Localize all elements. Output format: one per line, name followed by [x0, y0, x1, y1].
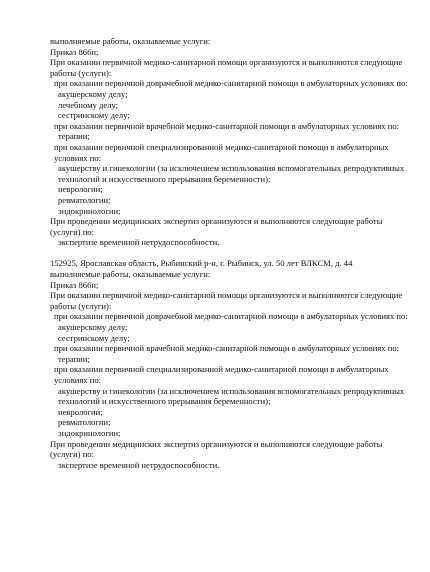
document-line: Приказ 866н;: [50, 279, 99, 290]
document-line: эндокринологии;: [58, 205, 121, 216]
document-line: При оказании первичной медико-санитарной помощи организуются и выполняются следующие работы (услуги):: [50, 57, 403, 78]
document-line: акушерскому делу;: [58, 88, 128, 99]
document-line: При проведении медицинских экспертиз организуются и выполняются следующие работы (услуги) по:: [50, 438, 383, 460]
document-line: ревматологии;: [58, 194, 111, 205]
document-line: выполняемые работы, оказываемые услуги:: [50, 36, 211, 46]
license-block-2: [50, 258, 410, 470]
document-line: Приказ 866н;: [50, 46, 99, 57]
license-block-1: [50, 36, 410, 248]
document-line: сестринскому делу;: [58, 110, 130, 121]
document-line: лечебному делу;: [58, 99, 119, 110]
document-page: [50, 36, 410, 470]
block-separator: [50, 248, 410, 259]
document-line: при оказании первичной доврачебной медико-санитарной помощи в амбулаторных условиях по:: [54, 311, 408, 322]
document-line: акушерству и гинекологии (за исключением использования вспомогательных репродуктивных технологий и искусственного прерывания беременности);: [58, 163, 405, 184]
document-line: экспертизе временной нетрудоспособности.: [58, 459, 220, 470]
document-line: акушерству и гинекологии (за исключением использования вспомогательных репродуктивных технологий и искусственного прерывания беременности);: [58, 385, 405, 407]
document-line: акушерскому делу;: [58, 322, 128, 333]
document-line: При проведении медицинских экспертиз организуются и выполняются следующие работы (услуги) по:: [50, 216, 383, 237]
document-line: терапии;: [58, 131, 90, 142]
document-line: терапии;: [58, 353, 90, 364]
document-line: при оказании первичной специализированной медико-санитарной помощи в амбулаторных условиях по:: [54, 141, 389, 163]
document-line: эндокринологии;: [58, 427, 121, 438]
document-line: ревматологии;: [58, 417, 111, 428]
document-line: 152925, Ярославская область, Рыбинский р-н, г. Рыбинск, ул. 50 лет ВЛКСМ, д. 44: [50, 258, 353, 269]
document-line: неврологии;: [58, 184, 103, 195]
document-line: выполняемые работы, оказываемые услуги:: [50, 269, 211, 280]
document-line: При оказании первичной медико-санитарной помощи организуются и выполняются следующие работы (услуги):: [50, 290, 403, 311]
document-line: при оказании первичной врачебной медико-санитарной помощи в амбулаторных условиях по:: [54, 343, 400, 354]
document-line: сестринскому делу;: [58, 332, 130, 343]
document-line: при оказании первичной врачебной медико-санитарной помощи в амбулаторных условиях по:: [54, 120, 400, 131]
document-line: экспертизе временной нетрудоспособности.: [58, 237, 220, 248]
document-line: при оказании первичной доврачебной медико-санитарной помощи в амбулаторных условиях по:: [54, 78, 408, 89]
document-line: при оказании первичной специализированной медико-санитарной помощи в амбулаторных условиях по:: [54, 364, 389, 385]
document-line: неврологии;: [58, 406, 103, 417]
